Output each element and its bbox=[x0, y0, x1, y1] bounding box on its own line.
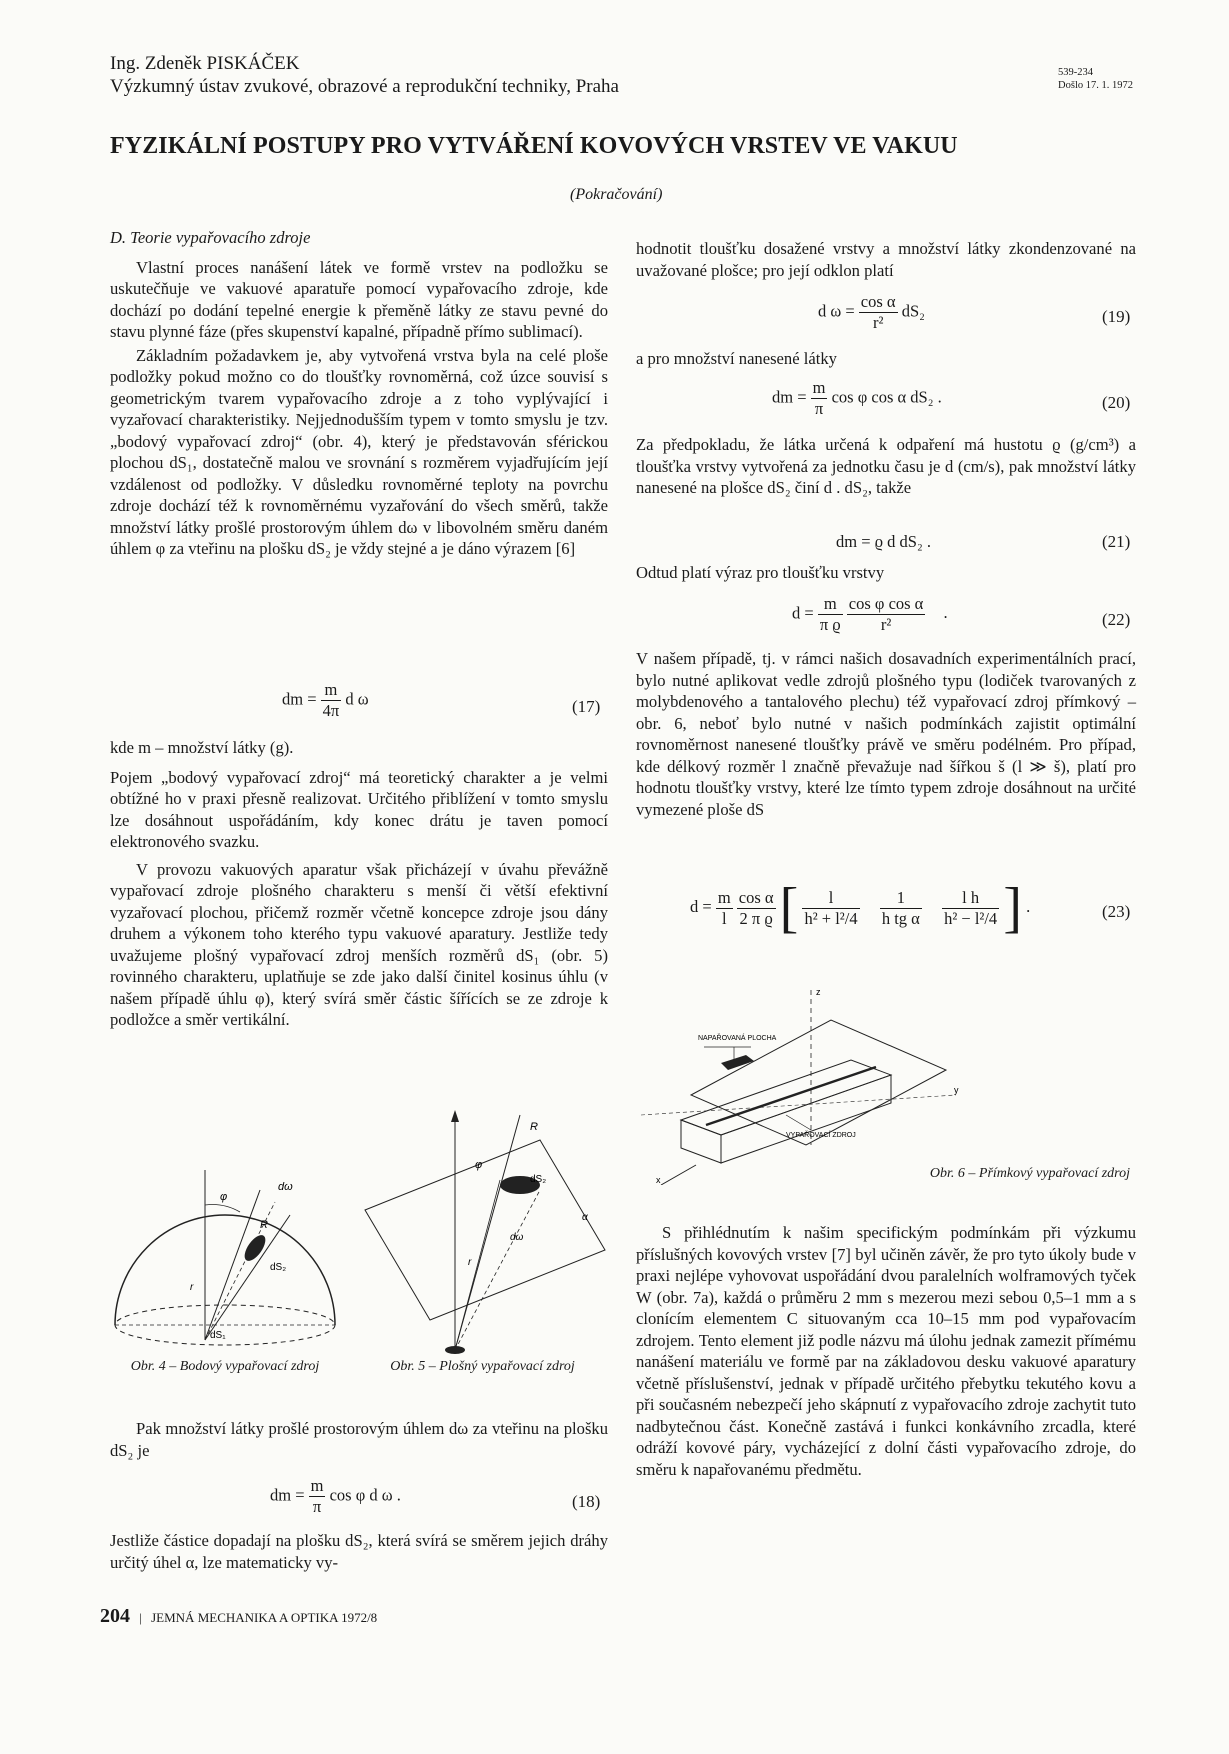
eq-lhs: dm = bbox=[772, 387, 807, 407]
equation-19 bbox=[818, 292, 925, 333]
eq-lhs: dm = bbox=[282, 689, 317, 709]
article-subtitle: (Pokračování) bbox=[570, 186, 663, 203]
equation-18 bbox=[270, 1476, 401, 1517]
bracket-right: ] bbox=[1003, 877, 1022, 939]
author-name: Ing. Zdeněk PISKÁČEK bbox=[110, 53, 300, 74]
figure-4-point-source-diagram bbox=[110, 1160, 340, 1360]
svg-text:R: R bbox=[260, 1219, 268, 1231]
eq-lhs: d = bbox=[690, 896, 712, 916]
figure-6-caption: Obr. 6 – Přímkový vypařovací zdroj bbox=[929, 1166, 1130, 1181]
svg-text:dS₂: dS₂ bbox=[530, 1174, 547, 1185]
institution: Výzkumný ústav zvukové, obrazové a reprodukční techniky, Praha bbox=[110, 76, 619, 97]
eq-lhs: dm = bbox=[270, 1485, 305, 1505]
footer-divider: | bbox=[139, 1610, 142, 1625]
paragraph: Základním požadavkem je, aby vytvořená vrstva byla na celé ploše podložky pokud možno co do tloušťky rovnoměrná, což úzce souvisí s geometrickým tvarem vypařovacího zdroje a z toho vyplývající i vyzařovací charakteristiky. Nejjednodušším typem v tomto smyslu je tzv. „bodový vypařovací zdroj“ (obr. 4), který je představován sférickou plochou dS₁, dostatečně malou ve srovnání s rozměrem vyjadřujícím její vzdálenost od podložky. V důsledku rovnoměrné teploty na povrchu zdroje dochází též k rovnoměrnému vyzařování do všech směrů, takže množství látky prošlé prostorovým úhlem dω v libovolném směru daném úhlem φ za vteřinu na plošku dS₂ je vždy stejné a je dáno výrazem [6] bbox=[110, 345, 608, 558]
svg-text:r: r bbox=[468, 1257, 472, 1268]
figure-5-surface-source-diagram bbox=[360, 1110, 610, 1360]
right-column-text-3 bbox=[636, 434, 1136, 499]
page-footer bbox=[100, 1605, 377, 1628]
svg-text:y: y bbox=[954, 1085, 959, 1095]
figure-6-line-source-diagram bbox=[636, 985, 1136, 1185]
paragraph: V našem případě, tj. v rámci našich dosavadních experimentálních prací, bylo nutné aplikovat vedle zdrojů plošného typu (lodiček tvarovaných z molybdenového a tantalového plechu) též vypařovací zdroj přímkový – obr. 6, neboť bylo nutné v našich podmínkách zajistit optimální rovnoměrnost nanesené tloušťky právě ve směru podélném. Pro případ, kde délkový rozměr l značně převažuje nad šířkou š (l ≫ š), platí pro hodnotu tloušťky vrstvy, které lze tímto typem zdroje dosáhnout na určité vymezené ploše dS bbox=[636, 649, 1136, 819]
left-column-text-3 bbox=[110, 1418, 608, 1461]
svg-text:z: z bbox=[816, 987, 821, 997]
paragraph: hodnotit tloušťku dosažené vrstvy a množství látky zkondenzované na uvažované plošce; pro její odklon platí bbox=[636, 239, 1136, 280]
eq-rhs: cos φ d ω . bbox=[329, 1485, 401, 1505]
eq-number-18: (18) bbox=[572, 1492, 601, 1511]
eq-fraction: $\frac{m}{4\pi}$ bbox=[322, 680, 340, 720]
figure-4-caption: Obr. 4 – Bodový vypařovací zdroj bbox=[130, 1359, 320, 1374]
paragraph: Jestliže částice dopadají na plošku dS₂, která svírá se směrem jejich dráhy určitý úhel α, lze matematicky vy- bbox=[110, 1531, 608, 1572]
eq-fraction: $\frac{\text{cos α}}{\text{2 π ϱ}}$ bbox=[738, 887, 774, 928]
eq-fraction: $\frac{\text{cos α}}{\text{r²}}$ bbox=[860, 292, 896, 332]
eq-lhs: d = bbox=[792, 603, 814, 623]
fig6-label-source: VYPAŘOVACÍ ZDROJ bbox=[786, 1132, 856, 1139]
right-column-text-6 bbox=[636, 1222, 1136, 1480]
equation-17 bbox=[282, 680, 369, 721]
figure-5-caption: Obr. 5 – Plošný vypařovací zdroj bbox=[390, 1359, 575, 1374]
journal-name: JEMNÁ MECHANIKA A OPTIKA 1972/8 bbox=[151, 1610, 378, 1625]
eq-number-17: (17) bbox=[572, 697, 601, 716]
right-column-text-5 bbox=[636, 648, 1136, 820]
article-title: FYZIKÁLNÍ POSTUPY PRO VYTVÁŘENÍ KOVOVÝCH VRSTEV VE VAKUU bbox=[110, 133, 958, 159]
svg-text:r: r bbox=[190, 1282, 194, 1293]
eq-number-23: (23) bbox=[1102, 902, 1131, 921]
eq-number-22: (22) bbox=[1102, 610, 1131, 629]
paragraph: Pak množství látky prošlé prostorovým úhlem dω za vteřinu na plošku dS₂ je bbox=[110, 1419, 608, 1460]
udc-code: 539-234 bbox=[1058, 67, 1094, 78]
page-number: 204 bbox=[100, 1605, 130, 1627]
paragraph: Odtud platí výraz pro tloušťku vrstvy bbox=[636, 563, 885, 582]
paragraph: S přihlédnutím k našim specifickým podmínkám při výzkumu příslušných kovových vrstev [7] byl učiněn závěr, že pro tyto úkoly bude v praxi nejlépe vyhovovat uspořádání dvou paralelních wolframových tyček W (obr. 7a), každá o průměru 2 mm s mezerou mezi sebou 0,5–1 mm a s clonícím elementem C situovaným cca 10–15 mm pod vypařovacím zdrojem. Tento element již podle názvu má úlohu jednak zamezit přímému nanášení materiálu ve formě par na základovou desku vakuové aparatury včetně příslušenství, jednak v případě určitého přebytku tekutého kovu a při současném nebezpečí jeho skápnutí z vypařovacího zdroje zachytit tuto nadbytečnou část. Konečně zastává i funkci konkávního zrcadla, které odráží kovové páry, vycházející z dolní části vypařovacího zdroje, do směru k napařovanému předmětu. bbox=[636, 1223, 1136, 1479]
eq-number-19: (19) bbox=[1102, 307, 1131, 326]
svg-text:x: x bbox=[656, 1175, 661, 1185]
paragraph: Vlastní proces nanášení látek ve formě vrstev na podložku se uskutečňuje ve vakuové aparatuře pomocí vypařovacího zdroje, kde dochází po dodání tepelné energie k přeměně látky ze stavu pevné do stavu plynné fáze (přes skupenství kapalné, případně přímo sublimací). bbox=[110, 257, 608, 341]
eq-rhs: cos φ cos α dS₂ . bbox=[831, 387, 942, 407]
eq-fraction: $\frac{\text{l h}}{\text{h² − l²/4}}$ bbox=[944, 887, 998, 928]
svg-text:dω: dω bbox=[278, 1181, 293, 1193]
right-column-text-4 bbox=[636, 562, 1136, 584]
svg-text:dS₂: dS₂ bbox=[270, 1262, 287, 1273]
paragraph: Za předpokladu, že látka určená k odpaření má hustotu ϱ (g/cm³) a tloušťka vrstvy vytvořená za jednotku času je d (cm/s), pak množství látky nanesené na plošce dS₂ činí d . dS₂, takže bbox=[636, 435, 1136, 497]
svg-text:φ: φ bbox=[220, 1191, 228, 1203]
bracket-left: [ bbox=[779, 877, 799, 939]
fig6-label-surface: NAPAŘOVANÁ PLOCHA bbox=[698, 1035, 777, 1042]
svg-text:dω: dω bbox=[510, 1232, 524, 1243]
svg-text:φ: φ bbox=[475, 1159, 483, 1171]
left-column-text-4 bbox=[110, 1530, 608, 1573]
article-meta bbox=[1058, 66, 1133, 92]
eq-number-20: (20) bbox=[1102, 393, 1131, 412]
right-column-text-1 bbox=[636, 238, 1136, 281]
svg-text:α: α bbox=[582, 1212, 588, 1223]
eq-fraction: $\frac{m}{\pi}$ bbox=[310, 1476, 324, 1516]
paragraph: a pro množství nanesené látky bbox=[636, 349, 837, 368]
eq-fraction: $\frac{l}{\text{h² + l²/4}}$ bbox=[804, 887, 858, 928]
paragraph: kde m – množství látky (g). bbox=[110, 738, 294, 757]
eq-fraction: $\frac{\text{cos φ cos α}}{\text{r²}}$ bbox=[848, 594, 924, 634]
author-block bbox=[110, 52, 619, 98]
eq-rhs: dS₂ bbox=[901, 301, 925, 321]
eq-rhs: d ω bbox=[345, 689, 369, 709]
left-column-text-2 bbox=[110, 737, 608, 1031]
eq-fraction: $\frac{m}{l}$ bbox=[717, 887, 731, 928]
equation-21: dm = ϱ d dS₂ . bbox=[836, 532, 931, 551]
paragraph: V provozu vakuových aparatur však přicházejí v úvahu převážně vypařovací zdroje plošného charakteru s menší či větší efektivní vyzařovací plochou, přičemž rozměr včetně koncepce zdroje jsou dány druhem a výkonem toho kterého typu vakuové aparatury. Jestliže tedy uvažujeme plošný vypařovací zdroj menších rozměrů dS₁ (obr. 5) rovinného charakteru, uplatňuje se zde jako další činitel kosinus úhlu (v našem případě úhlu φ), který svírá směr částic šířících se ze zdroje k podložce a směr vertikální. bbox=[110, 859, 608, 1029]
eq-fraction: $\frac{m}{\text{π ϱ}}$ bbox=[819, 594, 841, 634]
eq-tail: . bbox=[1026, 896, 1031, 916]
left-column-text-1 bbox=[110, 227, 608, 560]
svg-text:dS₁: dS₁ bbox=[210, 1330, 226, 1341]
eq-number-21: (21) bbox=[1102, 532, 1131, 551]
eq-fraction: $\frac{m}{\pi}$ bbox=[812, 378, 826, 418]
paragraph: Pojem „bodový vypařovací zdroj“ má teoretický charakter a je velmi obtížné ho v praxi přesně realizovat. Určitého přiblížení v tomto smyslu lze dosáhnout uspořádáním, kdy konec drátu je taven pomocí elektronového svazku. bbox=[110, 767, 608, 851]
equation-20 bbox=[772, 378, 942, 419]
eq-tail: . bbox=[943, 603, 948, 623]
equation-22 bbox=[792, 594, 948, 635]
equation-23 bbox=[690, 877, 1031, 939]
received-date: Došlo 17. 1. 1972 bbox=[1058, 80, 1133, 91]
eq-lhs: d ω = bbox=[818, 301, 855, 321]
svg-text:R: R bbox=[530, 1121, 538, 1133]
right-column-text-2 bbox=[636, 348, 1136, 370]
section-heading: D. Teorie vypařovacího zdroje bbox=[110, 228, 311, 247]
eq-fraction: $\frac{1}{\text{h tg α}}$ bbox=[881, 887, 920, 928]
